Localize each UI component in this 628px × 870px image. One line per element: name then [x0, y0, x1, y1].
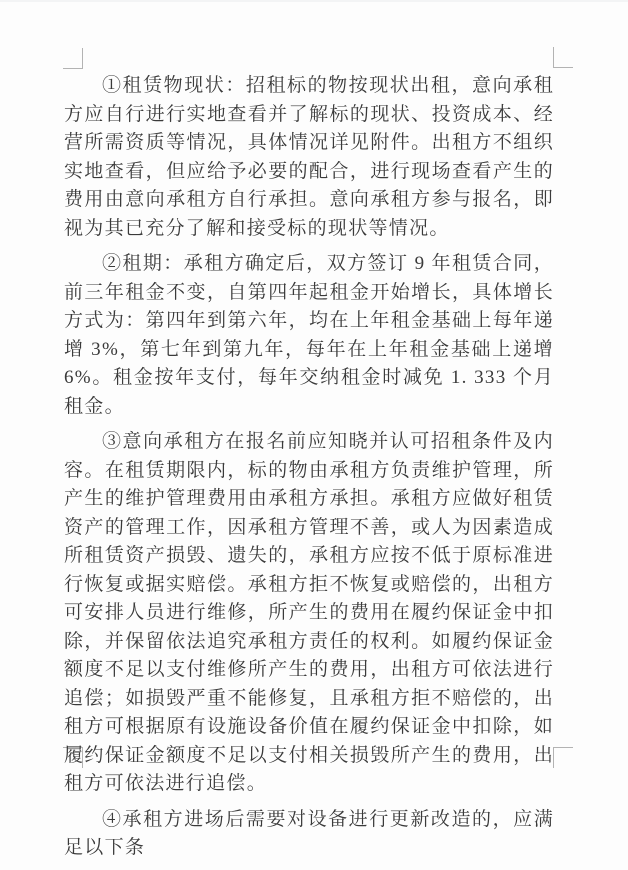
paragraph-maintenance-liability: ③意向承租方在报名前应知晓并认可招租条件及内容。在租赁期限内，标的物由承租方负责维护管理，所产生的维护管理费用由承租方承担。承租方应做好租赁资产的管理工作，因承租方管理不善，或人为因素造成所租赁资产损毁、遗失的，承租方应按不低于原标准进行恢复或据实赔偿。承租方拒不恢复或赔偿的，出租方可安排人员进行维修，所产生的费用在履约保证金中扣除，并保留依法追究承租方责任的权利。如履约保证金额度不足以支付维修所产生的费用，出租方可依法进行追偿；如损毁严重不能修复，且承租方拒不赔偿的，出租方可根据原有设施设备价值在履约保证金中扣除，如履约保证金额度不足以支付相关损毁所产生的费用，出租方可依法进行追偿。 — [64, 431, 554, 794]
paragraph-lease-status: ①租赁物现状：招租标的物按现状出租，意向承租方应自行进行实地查看并了解标的现状、投资成本、经营所需资质等情况，具体情况详见附件。出租方不组织实地查看，但应给予必要的配合，进行现场查看产生的费用由意向承租方自行承担。意向承租方参与报名，即视为其已充分了解和接受标的现状等情况。 — [64, 75, 554, 239]
paragraph-equipment-upgrade: ④承租方进场后需要对设备进行更新改造的，应满足以下条 — [64, 808, 554, 858]
margin-crop-mark-top-right-icon — [553, 47, 573, 68]
page-top-edge — [0, 0, 628, 2]
paragraph-lease-term-and-rent: ②租期：承租方确定后，双方签订 9 年租赁合同，前三年租金不变，自第四年起租金开始增长，具体增长方式为：第四年到第六年，均在上年租金基础上每年递增 3%，第七年到第九年，每年在上年租金基础上递增 6%。租金按年支付，每年交纳租金时减免 1. 333 个月租金。 — [64, 253, 554, 417]
margin-crop-mark-top-left-icon — [63, 48, 83, 69]
document-body — [64, 72, 554, 870]
margin-crop-mark-bottom-right-icon — [553, 747, 573, 768]
